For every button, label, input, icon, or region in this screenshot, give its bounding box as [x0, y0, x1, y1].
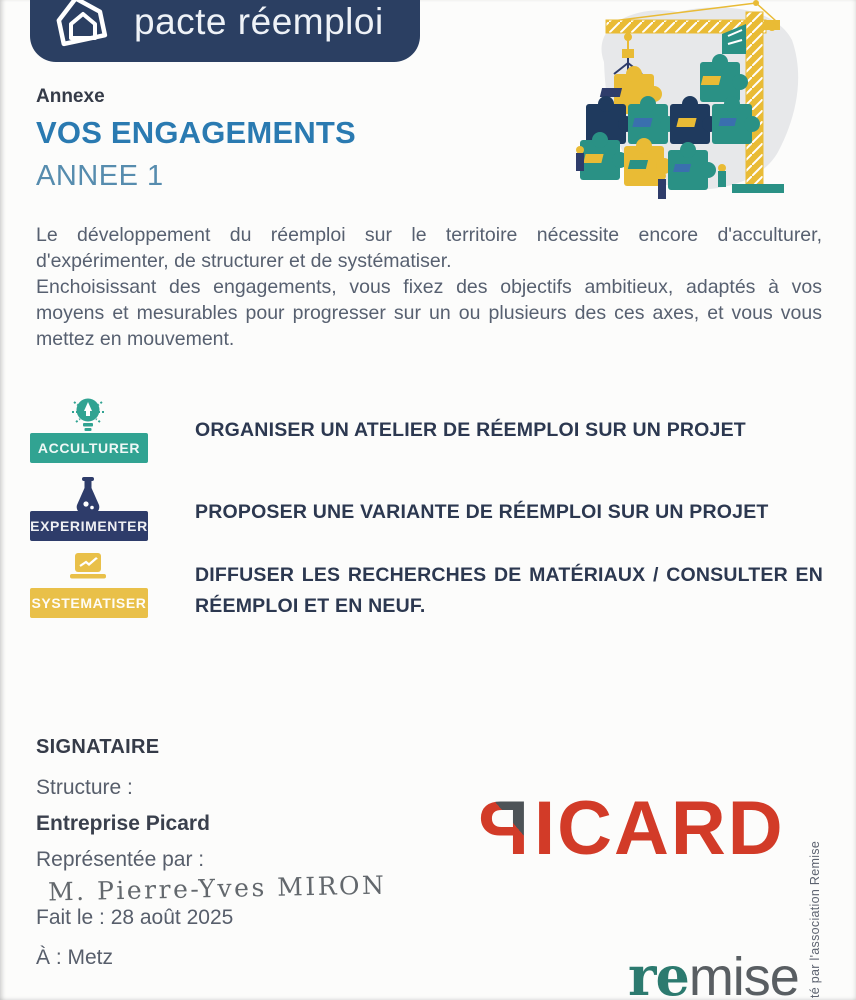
house-icon	[52, 0, 116, 52]
flask-icon	[64, 476, 112, 516]
date-line: Fait le : 28 août 2025	[36, 906, 234, 929]
logo-wordmark: pacte réemploi	[134, 0, 384, 42]
badge-experimenter-label: EXPERIMENTER	[30, 518, 148, 534]
badge-acculturer	[30, 433, 148, 463]
badge-acculturer-label: ACCULTURER	[37, 440, 141, 456]
lightbulb-icon	[64, 394, 112, 434]
badge-systematiser	[30, 588, 148, 618]
remise-logo-mise: mise	[688, 947, 799, 1000]
remise-logo-re: re	[628, 944, 689, 1000]
place-line: À : Metz	[36, 946, 114, 969]
engagement-systematiser: DIFFUSER LES RECHERCHES DE MATÉRIAUX / CONSULTER EN RÉEMPLOI ET EN NEUF.	[195, 564, 823, 617]
year-subtitle: ANNEE 1	[36, 160, 164, 192]
represented-by-label: Représentée par :	[36, 848, 205, 871]
structure-label: Structure :	[36, 776, 133, 799]
picard-letters-icard: ICARD	[534, 790, 785, 870]
intro-paragraph-2: Enchoisissant des engagements, vous fixez des objectifs ambitieux, adaptés à vos moyens et mesurables pour progresser sur un ou plusieurs des ces axes, et vous vous mettez en mouvement.	[36, 276, 822, 350]
badge-experimenter	[30, 511, 148, 541]
handwritten-signatory-name: M. Pierre-Yves MIRON	[47, 870, 387, 907]
vertical-association-note: té par l'association Remise	[808, 840, 822, 998]
annexe-label: Annexe	[36, 86, 105, 107]
picard-letter-p: P	[478, 790, 529, 870]
intro-paragraph-1: Le développement du réemploi sur le territoire nécessite encore d'acculturer, d'expérimenter, de structurer et de systématiser.	[36, 224, 822, 272]
structure-value: Entreprise Picard	[36, 812, 210, 835]
crane-puzzle-illustration	[576, 0, 808, 213]
page-title: VOS ENGAGEMENTS	[36, 115, 356, 150]
intro-text	[36, 222, 822, 352]
signataire-heading: SIGNATAIRE	[36, 736, 160, 758]
engagement-experimenter: PROPOSER UNE VARIANTE DE RÉEMPLOI SUR UN PROJET	[195, 501, 769, 523]
laptop-growth-icon	[64, 550, 112, 590]
remise-logo	[628, 944, 799, 1000]
engagement-acculturer: ORGANISER UN ATELIER DE RÉEMPLOI SUR UN PROJET	[195, 419, 746, 441]
picard-logo	[476, 790, 786, 875]
badge-systematiser-label: SYSTEMATISER	[31, 595, 147, 611]
pacte-reemploi-logo	[30, 0, 420, 62]
